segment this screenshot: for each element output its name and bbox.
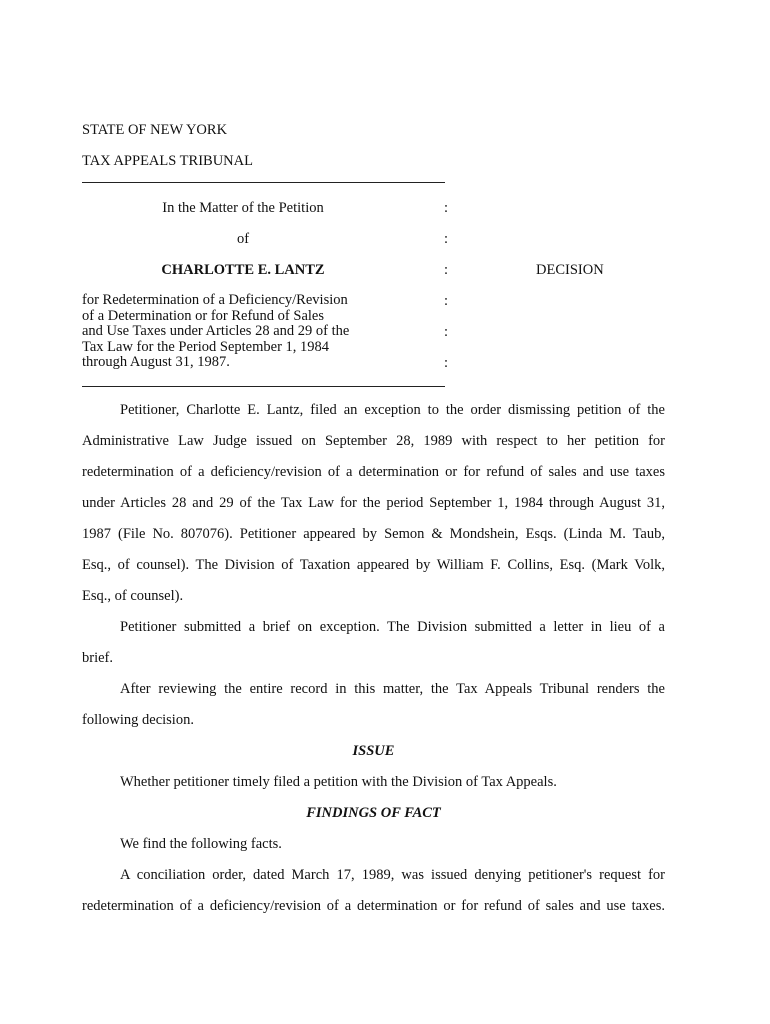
of-line: of [236,231,250,247]
paragraph-conciliation [82,860,665,922]
matter-of-petition-line: In the Matter of the Petition [162,200,324,216]
text-line: Esq., of counsel). The Division of Taxation appeared by William F. Collins, Esq. (Mark Volk, [82,557,665,573]
caption-colon: : [444,231,449,247]
text-line: Administrative Law Judge issued on September 28, 1989 with respect to her petition for [82,433,665,449]
decision-label: DECISION [536,262,604,278]
findings-heading: FINDINGS OF FACT [306,805,441,821]
caption-colon: : [444,200,449,216]
text-line: Petitioner, Charlotte E. Lantz, filed an exception to the order dismissing petition of the [120,402,665,418]
caption-top-rule [82,182,445,183]
matter-line: through August 31, 1987. [82,354,230,371]
text-line: 1987 (File No. 807076). Petitioner appeared by Semon & Mondshein, Esqs. (Linda M. Taub, [82,526,665,542]
paragraph-review [82,674,665,736]
matter-description [82,293,382,371]
matter-line: and Use Taxes under Articles 28 and 29 of the [82,323,350,340]
text-line: following decision. [82,712,194,728]
issue-text [82,767,665,798]
paragraph-intro [82,395,665,612]
text-line: redetermination of a deficiency/revision of a determination or for refund of sales and use taxes [82,464,665,480]
caption-colon: : [444,324,449,340]
text-line: brief. [82,650,113,666]
caption-colon: : [444,262,449,278]
text-line: redetermination of a deficiency/revision of a determination or for refund of sales and use taxes. [82,898,665,914]
findings-intro [82,829,665,860]
text-line: We find the following facts. [120,836,282,852]
text-line: Whether petitioner timely filed a petition with the Division of Tax Appeals. [120,774,557,790]
matter-line: Tax Law for the Period September 1, 1984 [82,338,330,355]
paragraph-briefs [82,612,665,674]
caption-colon: : [444,293,449,309]
matter-line: of a Determination or for Refund of Sales [82,307,324,324]
petitioner-name: CHARLOTTE E. LANTZ [161,262,325,278]
state-header: STATE OF NEW YORK [82,122,228,138]
tribunal-header: TAX APPEALS TRIBUNAL [82,153,253,169]
text-line: A conciliation order, dated March 17, 1989, was issued denying petitioner's request for [120,867,665,883]
text-line: Esq., of counsel). [82,588,184,604]
caption-colon: : [444,355,449,371]
text-line: under Articles 28 and 29 of the Tax Law for the period September 1, 1984 through August 31, [82,495,665,511]
text-line: Petitioner submitted a brief on exception. The Division submitted a letter in lieu of a [120,619,665,635]
text-line: After reviewing the entire record in this matter, the Tax Appeals Tribunal renders the [120,681,665,697]
matter-line: for Redetermination of a Deficiency/Revision [82,292,348,308]
caption-bottom-rule [82,386,445,387]
issue-heading: ISSUE [352,743,395,759]
